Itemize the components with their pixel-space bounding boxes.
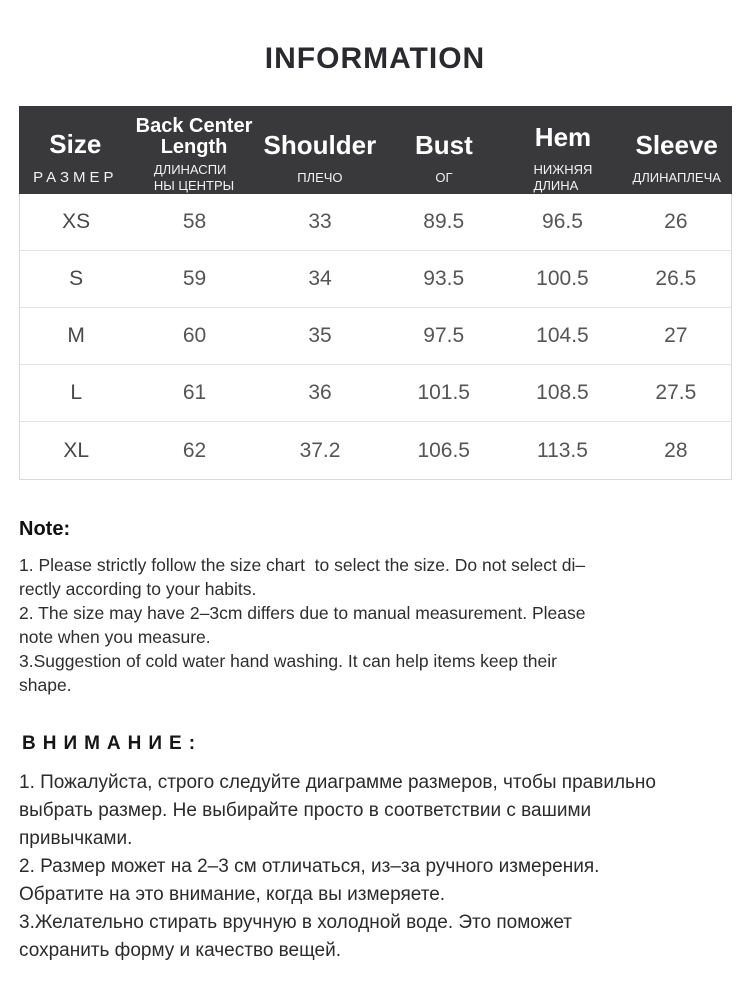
column-header-label-en: Shoulder bbox=[263, 130, 377, 161]
column-header-label-ru: ПЛЕЧО bbox=[297, 170, 343, 186]
measurement-value: 26.5 bbox=[655, 267, 697, 290]
measurement-value: 106.5 bbox=[417, 438, 470, 462]
column-header-label-en: Size bbox=[49, 128, 102, 159]
measurement-value: 35 bbox=[308, 324, 332, 347]
note-heading-ru: ВНИМАНИЕ: bbox=[22, 733, 203, 754]
table-row bbox=[20, 422, 731, 479]
note-line: 1. Please strictly follow the size chart to select the size. Do not select di– bbox=[19, 555, 586, 575]
note-text-en bbox=[19, 553, 730, 697]
size-label: XL bbox=[63, 438, 89, 462]
note-line: 3.Желательно стирать вручную в холодной воде. Это поможет bbox=[19, 912, 573, 933]
column-header-label-ru: РАЗМЕР bbox=[33, 168, 118, 186]
measurement-value: 93.5 bbox=[423, 267, 465, 290]
measurement-value: 33 bbox=[308, 210, 332, 233]
column-header-shoulder bbox=[256, 106, 383, 203]
notes-section bbox=[19, 518, 730, 965]
measurement-value: 61 bbox=[182, 381, 207, 404]
note-line: 3.Suggestion of cold water hand washing. It can help items keep their bbox=[19, 651, 557, 671]
table-row bbox=[20, 365, 731, 422]
size-label: M bbox=[67, 324, 85, 347]
measurement-value: 60 bbox=[182, 324, 207, 347]
size-label: L bbox=[70, 381, 82, 404]
note-line: выбрать размер. Не выбирайте просто в соответствии с вашими bbox=[19, 800, 592, 821]
column-header-hem bbox=[505, 106, 622, 203]
size-chart-table bbox=[19, 106, 732, 480]
information-page bbox=[0, 42, 750, 1000]
note-line: note when you measure. bbox=[19, 627, 211, 647]
note-line: привычками. bbox=[19, 828, 133, 849]
column-header-label-en: Hem bbox=[534, 122, 592, 152]
measurement-value: 34 bbox=[308, 267, 332, 290]
measurement-value: 62 bbox=[182, 438, 207, 462]
note-heading-en: Note: bbox=[19, 518, 71, 540]
note-line: Обратите на это внимание, когда вы измеряете. bbox=[19, 884, 446, 905]
column-header-label-en: Back Center Length bbox=[135, 115, 253, 158]
note-line: 2. The size may have 2–3cm differs due to manual measurement. Please bbox=[19, 603, 586, 623]
note-line: shape. bbox=[19, 675, 72, 695]
column-header-label-en: Bust bbox=[415, 130, 473, 161]
measurement-value: 113.5 bbox=[536, 438, 588, 462]
column-header-label-ru: ДЛИНАСПИ НЫ ЦЕНТРЫ bbox=[153, 162, 235, 194]
table-row bbox=[20, 308, 731, 365]
size-table-body bbox=[19, 194, 732, 480]
measurement-value: 96.5 bbox=[542, 210, 583, 233]
column-header-label-en: Sleeve bbox=[635, 130, 718, 161]
column-header-label-ru: ДЛИНАПЛЕЧА bbox=[632, 170, 721, 186]
measurement-value: 37.2 bbox=[299, 438, 341, 462]
column-header-label-ru: НИЖНЯЯ ДЛИНА bbox=[533, 162, 593, 194]
column-header-sleeve bbox=[621, 106, 732, 203]
measurement-value: 100.5 bbox=[536, 267, 589, 290]
measurement-value: 27.5 bbox=[655, 381, 697, 404]
size-label: XS bbox=[62, 210, 91, 233]
table-row bbox=[20, 194, 731, 251]
measurement-value: 27 bbox=[664, 324, 688, 347]
note-line: сохранить форму и качество вещей. bbox=[19, 940, 341, 961]
measurement-value: 108.5 bbox=[536, 381, 589, 404]
measurement-value: 26 bbox=[664, 210, 688, 233]
measurement-value: 28 bbox=[664, 438, 688, 462]
note-line: rectly according to your habits. bbox=[19, 579, 257, 599]
measurement-value: 36 bbox=[308, 381, 332, 404]
page-title: INFORMATION bbox=[264, 42, 486, 75]
size-table-header bbox=[19, 106, 732, 194]
column-header-label-ru: ОГ bbox=[435, 170, 453, 186]
column-header-bust bbox=[383, 106, 504, 203]
column-header-size bbox=[19, 106, 132, 203]
measurement-value: 101.5 bbox=[417, 381, 470, 404]
note-text-ru bbox=[19, 769, 730, 965]
note-line: 1. Пожалуйста, строго следуйте диаграмме размеров, чтобы правильно bbox=[19, 772, 656, 793]
column-header-back-center-length bbox=[132, 106, 257, 203]
table-row bbox=[20, 251, 731, 308]
size-label: S bbox=[69, 267, 84, 290]
measurement-value: 97.5 bbox=[423, 324, 465, 347]
measurement-value: 59 bbox=[182, 267, 207, 290]
note-line: 2. Размер может на 2–3 см отличаться, из–за ручного измерения. bbox=[19, 856, 600, 877]
measurement-value: 89.5 bbox=[423, 210, 465, 233]
measurement-value: 104.5 bbox=[536, 324, 589, 347]
measurement-value: 58 bbox=[182, 210, 207, 233]
